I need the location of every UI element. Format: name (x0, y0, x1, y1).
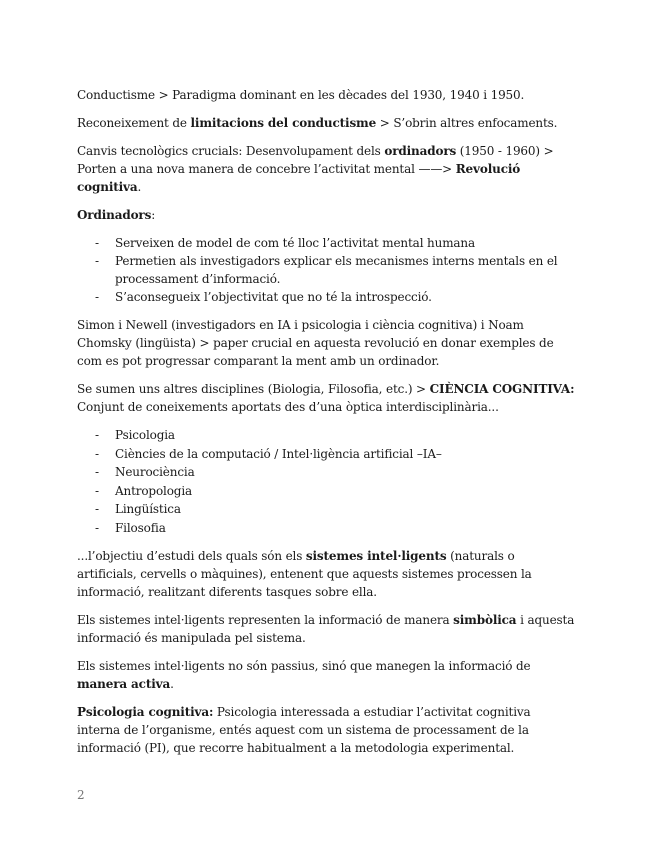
dash-marker: - (95, 290, 99, 304)
bold-psicologia-cognitiva: Psicologia cognitiva: (77, 705, 214, 719)
list-item-text: Neurociència (115, 465, 195, 479)
paragraph-simon-newell: Simon i Newell (investigadors en IA i psicologia i ciència cognitiva) i Noam Chomsky (lingüista) > paper crucial en aquesta revolució en donar exemples de com es pot progressar comparant la ment amb un ordinador. (77, 318, 554, 368)
text-run: (1950 - 1960) > Porten a una nova manera de concebre l’activitat mental ——> (77, 144, 554, 176)
text-run: Psicologia interessada a estudiar l’activitat cognitiva interna de l’organisme, entés aquest com un sistema de processament de la informació (PI), que recorre habitualment a la metodologia experimental. (77, 705, 531, 755)
dash-marker: - (95, 520, 99, 535)
text-run: Els sistemes intel·ligents no són passius, sinó que manegen la informació de (77, 659, 531, 673)
text-run: Conjunt de coneixements aportats des d’una òptica interdisciplinària... (77, 400, 499, 414)
disciplines-list (77, 426, 577, 537)
ordinadors-list (77, 234, 577, 306)
list-item (77, 482, 577, 501)
paragraph-ciencia-cognitiva (77, 380, 577, 416)
bold-ordinadors: ordinadors (384, 144, 457, 158)
bold-revolucio-cognitiva: Revolució cognitiva (77, 162, 521, 194)
paragraph-sistemes-intelligents (77, 547, 577, 601)
dash-marker: - (95, 502, 99, 516)
page-number: 2 (77, 788, 85, 802)
text-run: (naturals o artificials, cervells o màquines), entenent que aquests sistemes processen la informació, realitzant diferents tasques sobre ella. (77, 549, 532, 599)
list-item-text: Psicologia (115, 428, 175, 442)
list-item-text: Ciències de la computació / Intel·ligència artificial –IA– (115, 446, 442, 461)
list-item (77, 463, 577, 482)
dash-marker: - (95, 236, 99, 250)
list-item-text: Filosofia (115, 520, 166, 535)
dash-marker: - (95, 483, 99, 498)
dash-marker: - (95, 254, 99, 268)
text-run: . (137, 180, 142, 194)
heading-ordinadors (77, 206, 577, 224)
list-item (77, 445, 577, 464)
list-item-text: Permetien als investigadors explicar els mecanismes interns mentals en el processament d’informació. (115, 254, 558, 286)
bold-ciencia-cognitiva: CIÈNCIA COGNITIVA: (429, 382, 575, 396)
bold-limitacions: limitacions del conductisme (190, 116, 377, 130)
text-run: ...l’objectiu d’estudi dels quals són els (77, 549, 306, 563)
paragraph-manera-activa (77, 657, 577, 693)
document-page (77, 86, 577, 767)
dash-marker: - (95, 465, 99, 479)
list-item (77, 426, 577, 445)
list-item (77, 519, 577, 538)
text-run: . (170, 677, 174, 691)
list-item (77, 500, 577, 519)
text-run: Reconeixement de (77, 116, 191, 130)
bold-simbolica: simbòlica (453, 613, 517, 627)
bold-ordinadors-heading: Ordinadors (77, 208, 152, 222)
text-run: Canvis tecnològics crucials: Desenvolupament dels (77, 144, 385, 158)
text-run: Els sistemes intel·ligents representen la informació de manera (77, 613, 454, 627)
dash-marker: - (95, 428, 99, 442)
paragraph-limitacions (77, 114, 577, 132)
paragraph-simbolica (77, 611, 577, 647)
list-item-text: Serveixen de model de com té lloc l’activitat mental humana (115, 236, 476, 250)
dash-marker: - (95, 446, 99, 461)
paragraph-conductisme: Conductisme > Paradigma dominant en les dècades del 1930, 1940 i 1950. (77, 88, 525, 102)
list-item-text: S’aconsegueix l’objectivitat que no té la introspecció. (115, 290, 432, 304)
list-item-text: Antropologia (115, 483, 193, 498)
paragraph-canvis-tecnologics (77, 142, 577, 196)
text-run: Se sumen uns altres disciplines (Biologia, Filosofia, etc.) > (77, 382, 430, 396)
text-run: i aquesta informació és manipulada pel sistema. (77, 613, 575, 645)
text-run: : (151, 208, 156, 222)
list-item-text: Lingüística (115, 502, 181, 516)
list-item (77, 252, 577, 288)
bold-manera-activa: manera activa (77, 677, 171, 691)
list-item (77, 234, 577, 252)
paragraph-psicologia-cognitiva (77, 703, 577, 757)
list-item (77, 288, 577, 306)
text-run: > S’obrin altres enfocaments. (376, 116, 558, 130)
bold-sistemes-intelligents: sistemes intel·ligents (305, 549, 447, 563)
